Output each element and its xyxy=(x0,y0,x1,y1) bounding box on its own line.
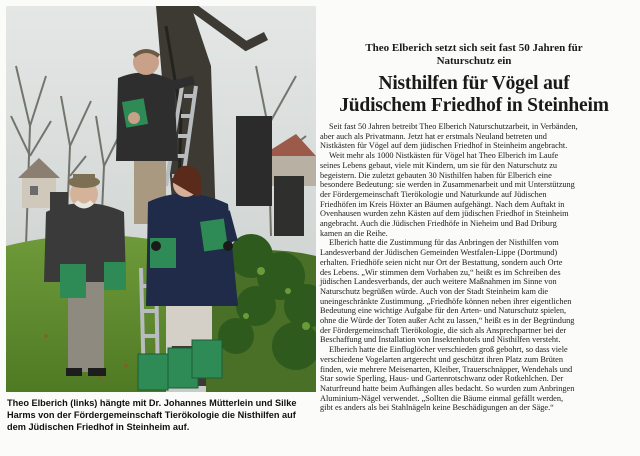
kicker-line: Naturschutz ein xyxy=(436,55,512,67)
body-line: Naturschutz begrüßen würde. Auch von der Stadt Steinheim kam die xyxy=(320,286,549,296)
body-line: Elberich hatte die Zustimmung für das Anbringen der Nisthilfen vom xyxy=(329,238,559,248)
body-line: seines Lebens gebaut, viele mit Kindern, um sie für den Naturschutz zu xyxy=(320,160,558,170)
body-line: Weit mehr als 1000 Nistkästen für Vögel hat Theo Elberich im Laufe xyxy=(329,151,559,161)
caption-line: Harms von der Fördergemeinschaft Tierökologie die Nisthilfen auf xyxy=(7,410,296,421)
caption-line: dem Jüdischen Friedhof in Steinheim auf. xyxy=(7,422,190,433)
body-line: finden, wie mehrere Meisenarten, Kleiber, Trauerschnäpper, Wendehals und xyxy=(320,364,573,374)
kicker-line: Theo Elberich setzt sich seit fast 50 Jahren für xyxy=(365,42,583,54)
body-line: Elberich hatte die Einfluglöcher verschieden groß gebohrt, so dass viele xyxy=(329,345,568,355)
headline-line: Jüdischem Friedhof in Steinheim xyxy=(339,95,609,116)
paragraph-intro xyxy=(320,122,628,151)
body-line: kamen an die Reihe. xyxy=(320,228,388,238)
body-line: ohne die Würde der Toten außer Acht zu lassen,“ heißt es in der Begründung xyxy=(320,316,575,326)
body-line: erhalten. Friedhöfe seien nicht nur Ort der Bestattung, sondern auch Orte xyxy=(320,257,563,267)
body-line: angebracht. Auch die Jüdischen Friedhöfe in Nieheim und Bad Driburg xyxy=(320,219,557,229)
photo-caption xyxy=(7,397,317,434)
body-line: der Fördergemeinschaft Tierökologie und Naturkunde auf Jüdischen xyxy=(320,189,547,199)
body-line: Nistkästen für Vögel auf dem jüdischen Friedhof in Steinheim angebracht. xyxy=(320,141,568,151)
paragraph-nestboxes xyxy=(320,151,628,238)
article-body xyxy=(320,122,628,413)
paragraph-approval xyxy=(320,238,628,345)
body-line: der Fördergemeinschaft Tierökologie, die sich als Ansprechpartner bei der xyxy=(320,325,567,335)
body-line: begeistern. Die zuletzt gebauten 30 Nisthilfen haben für Elberich eine xyxy=(320,170,552,180)
article-kicker xyxy=(320,42,628,68)
body-line: Landesverband der Jüdischen Gemeinden Westfalen-Lippe (Dortmund) xyxy=(320,248,558,258)
body-line: Seit fast 50 Jahren betreibt Theo Elberich Naturschutzarbeit, in Verbänden, xyxy=(329,122,578,131)
headline-line: Nisthilfen für Vögel auf xyxy=(378,73,570,94)
article-photo xyxy=(6,6,316,392)
paragraph-birds xyxy=(320,345,628,413)
body-line: gibt es anders als bei Stahlnägeln keine Beschädigungen an der Säge.“ xyxy=(320,403,554,413)
cemetery-scene-illustration xyxy=(6,6,316,392)
body-line: Ovenhausen wurden zehn Kästen auf dem jüdischen Friedhof in Steinheim xyxy=(320,209,569,219)
body-line: des Lebens. „Wir stimmen dem Vorhaben zu,“ heißt es im Schreiben des xyxy=(320,267,561,277)
body-line: jüdischen Landesverbands, der auch weitere Maßnahmen im Sinne von xyxy=(320,277,557,287)
body-line: besondere Bedeutung: sie werden in Zusammenarbeit und mit Unterstützung xyxy=(320,180,575,190)
body-line: Aluminium-Nägel verwendet. „Sollten die Bäume einmal gefällt werden, xyxy=(320,393,564,403)
article xyxy=(320,42,628,413)
body-line: Bedeutung eine wichtige Aufgabe für den Arten- und Naturschutz spielen, xyxy=(320,306,567,316)
body-line: Beschaffung und Installation von Insektenhotels und Nisthilfen versteht. xyxy=(320,335,561,345)
body-line: aber auch als Privatmann. Jetzt hat er erstmals Neuland betreten und xyxy=(320,131,547,141)
body-line: uneingeschränkte Zustimmung. „Friedhöfe können neben ihrer eigentlichen xyxy=(320,296,572,306)
body-line: Friedhöfen im Kreis Höxter an Bäumen aufgehängt. Nach dem Auftakt in xyxy=(320,199,565,209)
article-headline xyxy=(320,73,628,117)
body-line: Star sowie Sperling, Haus- und Gartenrotschwanz oder Rotkehlchen. Der xyxy=(320,374,564,384)
caption-line: Theo Elberich (links) hängte mit Dr. Johannes Mütterlein und Silke xyxy=(7,398,297,408)
body-line: verschiedene Vogelarten artgerecht und geschützt ihren Platz zum Brüten xyxy=(320,354,563,364)
body-line: Naturfreund hatte beim Aufhängen alles bedacht. So wurden zum Anbringen xyxy=(320,383,575,393)
